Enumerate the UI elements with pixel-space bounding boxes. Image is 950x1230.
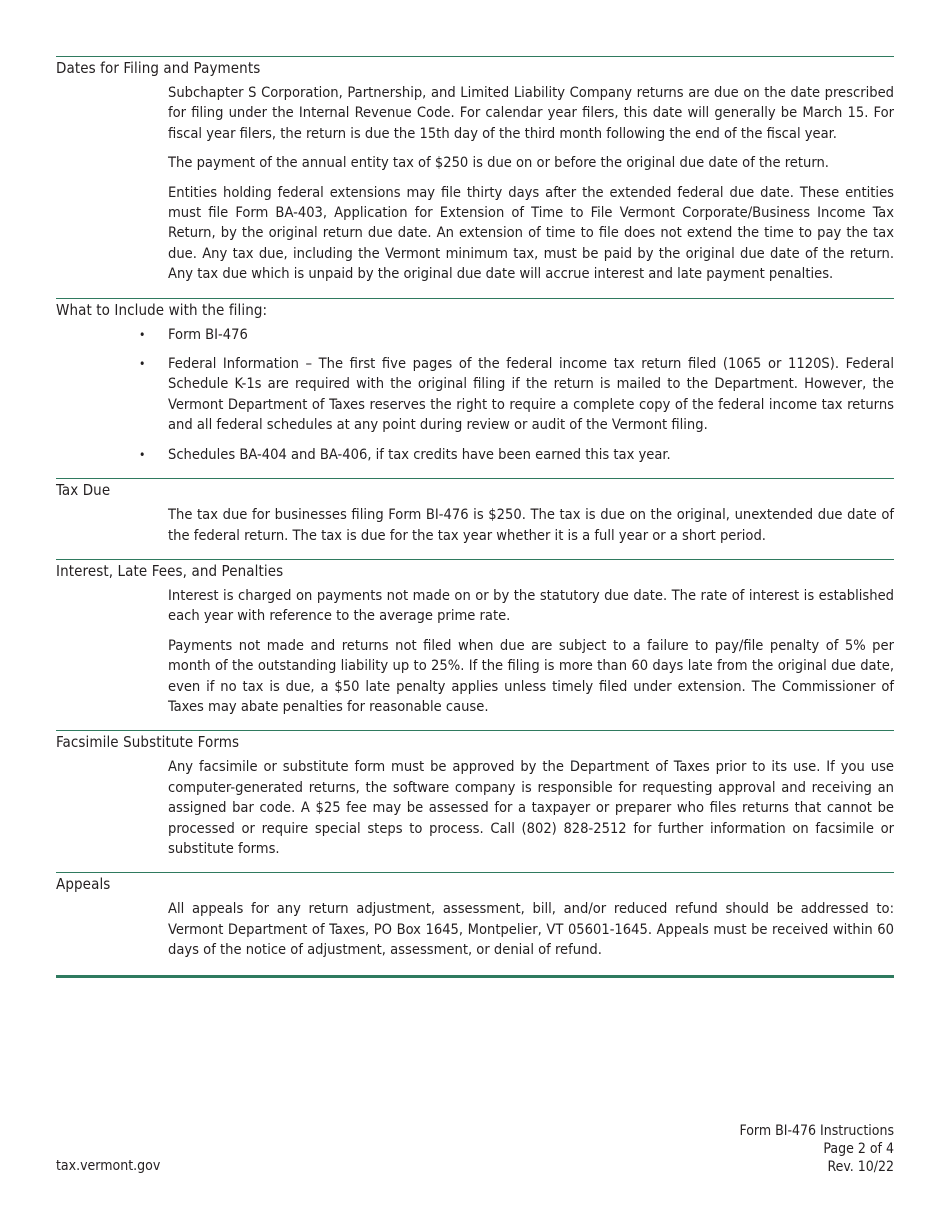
section-title: Interest, Late Fees, and Penalties [56,561,284,580]
section-end-divider [56,975,894,978]
instructions-body [56,56,894,978]
bullet-icon: • [139,327,146,342]
section-appeals [56,872,894,973]
footer-form-name: Form BI-476 Instructions [739,1123,894,1139]
paragraph: The payment of the annual entity tax of $250 is due on or before the original due date of the return. [168,154,829,172]
paragraph: Interest is charged on payments not made on or by the statutory due date. The rate of interest is established each year with reference to the average prime rate. [168,586,894,625]
section-interest-penalties [56,559,894,730]
paragraph: Any facsimile or substitute form must be approved by the Department of Taxes prior to its use. If you use computer-generated returns, the software company is responsible for requesting approval and receiving an assigned bar code. A $25 fee may be assessed for a taxpayer or preparer who files returns that cannot be processed or require special steps to process. Call (802) 828-2512 for further information on facsimile or substitute forms. [168,758,894,857]
section-title: What to Include with the filing: [56,300,268,319]
list-item [139,445,894,465]
section-title: Tax Due [56,481,111,500]
list-item [139,354,894,436]
section-tax-due [56,478,894,559]
bullet-icon: • [139,447,146,462]
list-item-text: Federal Information – The first five pages of the federal income tax return filed (1065 or 1120S). Federal Schedule K-1s are required with the original filing if the return is mailed to the Department. However, the Vermont Department of Taxes reserves the right to require a complete copy of the federal income tax returns and all federal schedules at any point during review or audit of the Vermont filing. [168,355,894,434]
section-title: Facsimile Substitute Forms [56,733,240,752]
paragraph: Entities holding federal extensions may file thirty days after the extended federal due date. These entities must file Form BA-403, Application for Extension of Time to File Vermont Corporate/Business Income Tax Return, by the original return due date. An extension of time to file does not extend the time to pay the tax due. Any tax due, including the Vermont minimum tax, must be paid by the original due date of the return. Any tax due which is unpaid by the original due date will accrue interest and late payment penalties. [168,183,894,283]
footer-page-number: Page 2 of 4 [823,1141,894,1157]
section-title: Appeals [56,875,111,894]
section-what-to-include [56,298,894,478]
section-title: Dates for Filing and Payments [56,59,261,77]
paragraph: The tax due for businesses filing Form BI-476 is $250. The tax is due on the original, unextended due date of the federal return. The tax is due for the tax year whether it is a full year or a short period. [168,506,894,544]
paragraph: Subchapter S Corporation, Partnership, and Limited Liability Company returns are due on the date prescribed for filing under the Internal Revenue Code. For calendar year filers, this date will generally be March 15. For fiscal year filers, the return is due the 15th day of the third month following the end of the fiscal year. [168,84,894,142]
list-item-text: Form BI-476 [168,325,248,343]
list-item [139,325,894,345]
bullet-icon: • [139,357,146,372]
section-dates-for-filing [56,56,894,298]
footer-revision: Rev. 10/22 [827,1159,894,1175]
section-facsimile-forms [56,730,894,872]
list-item-text: Schedules BA-404 and BA-406, if tax credits have been earned this tax year. [168,445,671,463]
footer-website: tax.vermont.gov [56,1158,161,1174]
footer-form-info [739,1122,894,1176]
include-list [56,325,894,465]
paragraph: All appeals for any return adjustment, assessment, bill, and/or reduced refund should be addressed to: Vermont Department of Taxes, PO Box 1645, Montpelier, VT 05601-1645. Appeals must be received within 60 days of the notice of adjustment, assessment, or denial of refund. [168,900,894,959]
paragraph: Payments not made and returns not filed when due are subject to a failure to pay/file penalty of 5% per month of the outstanding liability up to 25%. If the filing is more than 60 days late from the original due date, even if no tax is due, a $50 late penalty applies unless timely filed under extension. The Commissioner of Taxes may abate penalties for reasonable cause. [168,636,894,715]
